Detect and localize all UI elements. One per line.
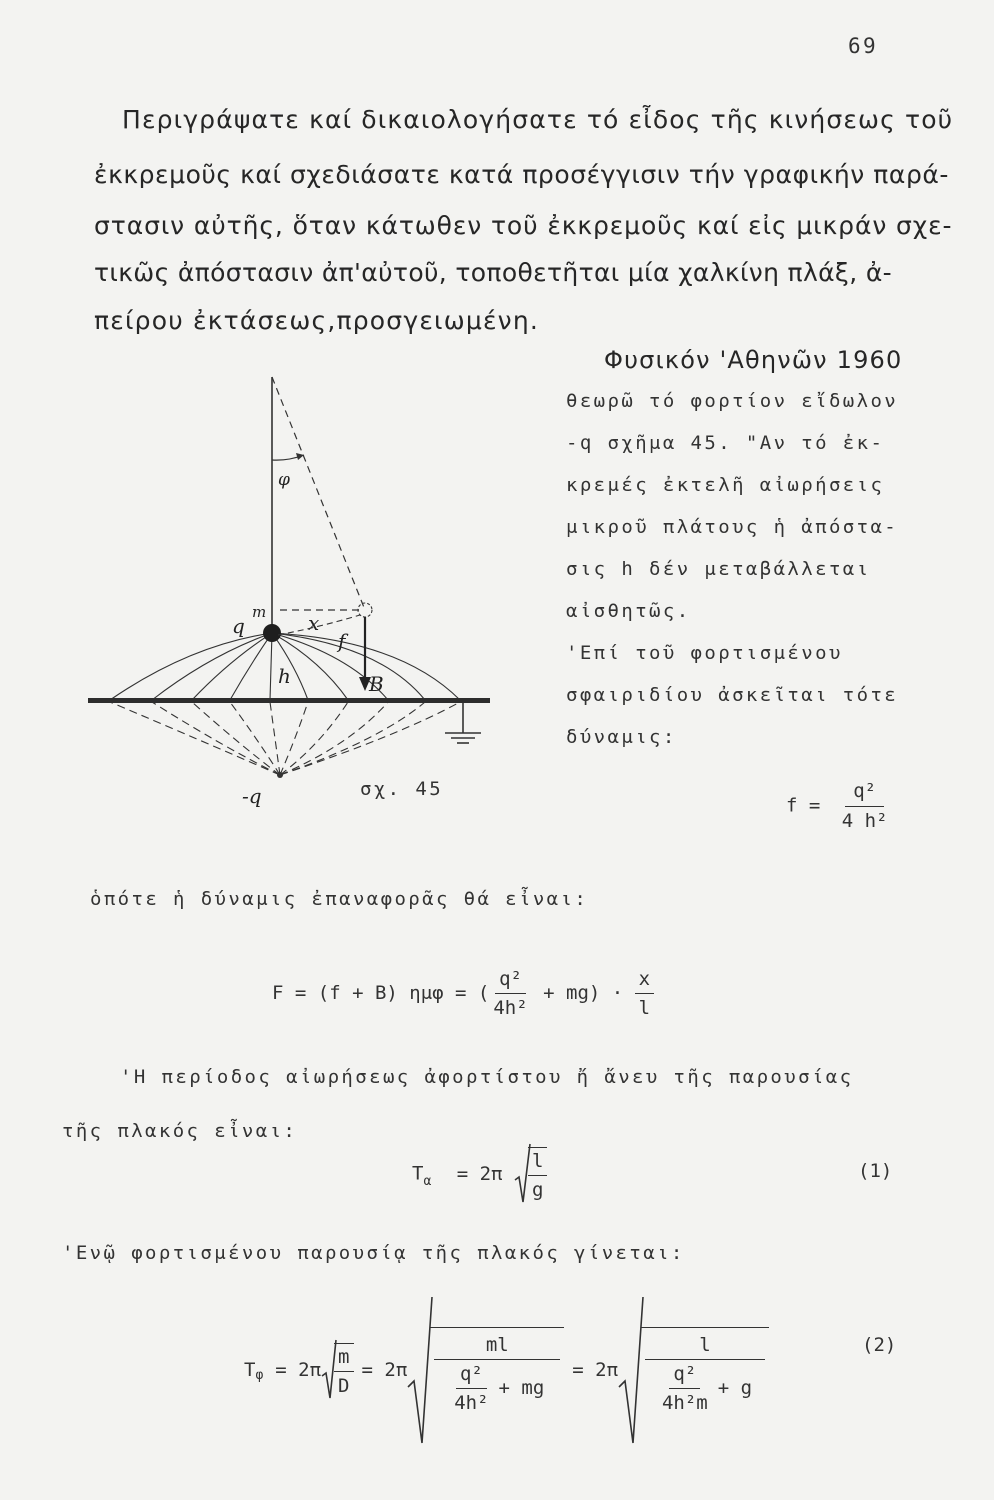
image-charge-point [277,772,283,778]
eq2-tag: (2) [862,1334,897,1356]
eq-F-lhs: F = (f + B) ημφ = ( [272,982,490,1004]
eq-F-den: 4h² [493,997,528,1019]
eq-f-lhs: f = [786,794,821,817]
eq-f-num: q² [845,780,884,807]
angle-label: φ [278,470,290,490]
eq2-lhs-sub: φ [255,1367,264,1383]
eq2-big1-tail: + mg [498,1377,545,1399]
eq2-part2: = 2π [361,1359,408,1381]
right-line: 'Επί τοῦ φορτισμένου [566,642,843,664]
conducting-plate [88,698,490,703]
text-period-1: 'Η περίοδος αἰωρήσεως ἀφορτίστου ἤ ἄνευ τῆς παρουσίας [120,1066,854,1088]
figure-caption: σχ. 45 [360,778,444,800]
ground-symbol [445,703,481,743]
charge-sphere [263,624,281,642]
eq2-big1-inner-den: 4h² [454,1391,489,1414]
eq1-lhs: T [412,1162,424,1185]
equation-f [786,780,892,832]
eq1-lhs-sub: α [423,1173,432,1189]
eq2-big1-num: ml [434,1334,560,1360]
problem-line: στασιν αὐτῆς, ὅταν κάτωθεν τοῦ ἐκκρεμοῦς καί εἰς μικράν σχε- [94,211,953,240]
eq2-part1: = 2π [275,1359,322,1381]
displacement-label: x [308,611,320,635]
eq-F-num: q² [495,968,526,994]
equation-1 [412,1142,547,1206]
right-line: θεωρῶ τό φορτίον εἴδωλον [566,390,899,412]
eq-F-num2: x [635,968,654,994]
eq2-big2-num: l [645,1334,765,1360]
eq-f-den: 4 h² [841,810,888,832]
force-f-label: f [338,629,346,653]
equation-F [272,968,654,1019]
eq-F-mid: + mg) · [543,982,624,1004]
eq2-big2-tail: + g [717,1377,753,1399]
displaced-string [272,377,365,610]
dashed-field-lines [110,702,460,775]
right-line: μικροῦ πλάτους ἡ ἀπόστα- [566,516,899,538]
problem-line: Περιγράψατε καί δικαιολογήσατε τό εἶδος τῆς κινήσεως τοῦ [122,105,954,134]
equation-2 [244,1290,769,1450]
problem-source: Φυσικόν 'Αθηνῶν 1960 [604,346,903,374]
eq2-big1-inner-num: q² [456,1363,487,1389]
problem-line: τικῶς ἀπόστασιν ἀπ'αὐτοῦ, τοποθετῆται μία χαλκίνη πλάξ, ἀ- [94,258,893,287]
weight-label: B [369,672,384,696]
text-restoring-force: ὁπότε ἡ δύναμις ἐπαναφορᾶς θά εἶναι: [90,888,589,910]
eq1-tag: (1) [858,1160,893,1182]
problem-line: ἐκκρεμοῦς καί σχεδιάσατε κατά προσέγγισιν τήν γραφικήν παρά- [94,160,949,189]
eq1-num: l [528,1150,547,1176]
image-charge-label: -q [242,784,262,808]
text-period-2: τῆς πλακός εἶναι: [62,1120,298,1142]
charge-label: q [232,614,245,638]
eq2-sqrt1-num: m [334,1346,353,1372]
eq-F-den2: l [638,997,651,1019]
height-label: h [278,664,291,688]
eq1-den: g [531,1179,544,1201]
mass-label: m [252,603,267,621]
page-number: 69 [848,34,879,58]
eq2-big2-inner-den: 4h²m [661,1391,708,1414]
right-line: -q σχῆμα 45. "Αν τό ἐκ- [566,432,885,454]
text-charged: 'Ενῷ φορτισμένου παρουσίᾳ τῆς πλακός γίνεται: [62,1242,685,1264]
eq1-eq: = 2π [456,1162,503,1185]
problem-line: πείρου ἐκτάσεως,προσγειωμένη. [94,306,540,335]
right-line: κρεμές ἐκτελῆ αἰωρήσεις [566,474,885,496]
eq2-sqrt1-den: D [338,1375,350,1397]
right-line: σφαιριδίου ἀσκεῖται τότε [566,684,899,706]
right-line: σις h δέν μεταβάλλεται [566,558,871,580]
figure-pendulum [80,365,500,810]
eq2-part3: = 2π [572,1359,619,1381]
eq2-big2-inner-num: q² [669,1363,700,1389]
eq2-lhs: T [244,1359,256,1381]
right-line: αἰσθητῶς. [566,600,691,622]
right-line: δύναμις: [566,726,677,748]
